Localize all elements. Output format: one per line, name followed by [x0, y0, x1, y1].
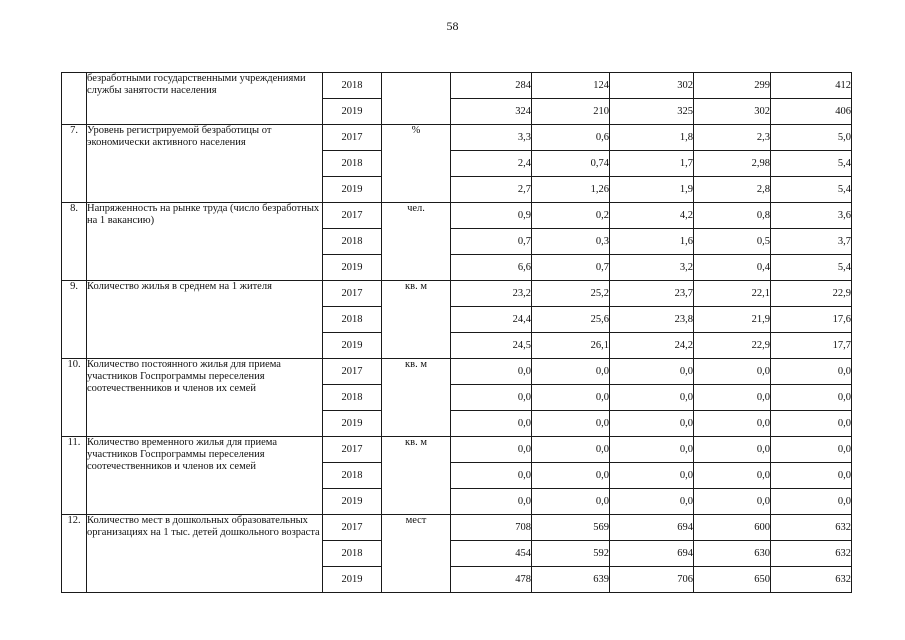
year-cell: 2018: [323, 385, 382, 411]
value-cell: 406: [771, 99, 852, 125]
value-cell: 2,4: [451, 151, 532, 177]
value-cell: 0,0: [610, 385, 694, 411]
value-cell: 5,4: [771, 151, 852, 177]
value-cell: 412: [771, 73, 852, 99]
value-cell: 0,0: [451, 385, 532, 411]
value-cell: 0,0: [771, 359, 852, 385]
year-cell: 2019: [323, 411, 382, 437]
value-cell: 22,9: [694, 333, 771, 359]
indicator-name: Уровень регистрируемой безработицы от экономически активного населения: [87, 125, 323, 203]
year-cell: 2019: [323, 99, 382, 125]
value-cell: 0,0: [771, 385, 852, 411]
value-cell: 3,6: [771, 203, 852, 229]
value-cell: 124: [532, 73, 610, 99]
value-cell: 0,0: [610, 411, 694, 437]
value-cell: 0,2: [532, 203, 610, 229]
value-cell: 24,4: [451, 307, 532, 333]
row-number: 8.: [62, 203, 87, 281]
value-cell: 302: [610, 73, 694, 99]
table-row: [62, 437, 852, 463]
value-cell: 24,2: [610, 333, 694, 359]
value-cell: 600: [694, 515, 771, 541]
value-cell: 0,5: [694, 229, 771, 255]
value-cell: 478: [451, 567, 532, 593]
value-cell: 0,7: [451, 229, 532, 255]
value-cell: 0,0: [771, 489, 852, 515]
value-cell: 0,3: [532, 229, 610, 255]
value-cell: 0,0: [610, 463, 694, 489]
row-number: 9.: [62, 281, 87, 359]
value-cell: 0,0: [694, 385, 771, 411]
value-cell: 25,2: [532, 281, 610, 307]
value-cell: 0,0: [771, 437, 852, 463]
table-row: [62, 125, 852, 151]
indicators-table: [61, 72, 852, 593]
value-cell: 2,7: [451, 177, 532, 203]
table-row: [62, 73, 852, 99]
indicator-name: Напряженность на рынке труда (число безработных на 1 вакансию): [87, 203, 323, 281]
year-cell: 2018: [323, 541, 382, 567]
value-cell: 284: [451, 73, 532, 99]
value-cell: 569: [532, 515, 610, 541]
unit-cell: чел.: [382, 203, 451, 281]
unit-cell: кв. м: [382, 359, 451, 437]
value-cell: 1,8: [610, 125, 694, 151]
value-cell: 3,2: [610, 255, 694, 281]
table-row: [62, 359, 852, 385]
unit-cell: %: [382, 125, 451, 203]
value-cell: 0,0: [451, 411, 532, 437]
row-number: 10.: [62, 359, 87, 437]
value-cell: 25,6: [532, 307, 610, 333]
indicator-name: безработными государственными учреждениями службы занятости населения: [87, 73, 323, 125]
table-row: [62, 515, 852, 541]
value-cell: 1,6: [610, 229, 694, 255]
value-cell: 5,0: [771, 125, 852, 151]
year-cell: 2019: [323, 255, 382, 281]
value-cell: 0,9: [451, 203, 532, 229]
unit-cell: [382, 73, 451, 125]
value-cell: 21,9: [694, 307, 771, 333]
value-cell: 23,8: [610, 307, 694, 333]
value-cell: 694: [610, 541, 694, 567]
unit-cell: мест: [382, 515, 451, 593]
value-cell: 0,0: [610, 359, 694, 385]
value-cell: 3,7: [771, 229, 852, 255]
value-cell: 302: [694, 99, 771, 125]
value-cell: 0,7: [532, 255, 610, 281]
year-cell: 2018: [323, 307, 382, 333]
value-cell: 0,74: [532, 151, 610, 177]
value-cell: 17,6: [771, 307, 852, 333]
value-cell: 6,6: [451, 255, 532, 281]
value-cell: 0,0: [532, 411, 610, 437]
row-number: 12.: [62, 515, 87, 593]
value-cell: 0,0: [532, 437, 610, 463]
value-cell: 1,7: [610, 151, 694, 177]
value-cell: 2,3: [694, 125, 771, 151]
value-cell: 0,6: [532, 125, 610, 151]
year-cell: 2019: [323, 177, 382, 203]
value-cell: 5,4: [771, 255, 852, 281]
value-cell: 2,8: [694, 177, 771, 203]
row-number: 7.: [62, 125, 87, 203]
value-cell: 23,2: [451, 281, 532, 307]
year-cell: 2017: [323, 281, 382, 307]
value-cell: 0,0: [532, 359, 610, 385]
table-row: [62, 281, 852, 307]
value-cell: 630: [694, 541, 771, 567]
row-number: [62, 73, 87, 125]
value-cell: 0,8: [694, 203, 771, 229]
year-cell: 2017: [323, 125, 382, 151]
value-cell: 708: [451, 515, 532, 541]
value-cell: 1,9: [610, 177, 694, 203]
value-cell: 0,0: [451, 437, 532, 463]
value-cell: 0,0: [451, 489, 532, 515]
year-cell: 2018: [323, 463, 382, 489]
value-cell: 0,0: [451, 463, 532, 489]
indicator-name: Количество жилья в среднем на 1 жителя: [87, 281, 323, 359]
value-cell: 0,0: [694, 437, 771, 463]
value-cell: 639: [532, 567, 610, 593]
value-cell: 26,1: [532, 333, 610, 359]
indicator-name: Количество временного жилья для приема участников Госпрограммы переселения соотечественников и членов их семей: [87, 437, 323, 515]
value-cell: 0,0: [694, 463, 771, 489]
year-cell: 2017: [323, 203, 382, 229]
unit-cell: кв. м: [382, 281, 451, 359]
value-cell: 0,0: [610, 489, 694, 515]
year-cell: 2017: [323, 359, 382, 385]
value-cell: 0,0: [532, 385, 610, 411]
value-cell: 0,0: [532, 489, 610, 515]
value-cell: 0,0: [771, 411, 852, 437]
year-cell: 2017: [323, 515, 382, 541]
page-number: 58: [446, 19, 459, 33]
table-row: [62, 203, 852, 229]
value-cell: 632: [771, 541, 852, 567]
year-cell: 2018: [323, 151, 382, 177]
value-cell: 4,2: [610, 203, 694, 229]
value-cell: 2,98: [694, 151, 771, 177]
value-cell: 0,0: [610, 437, 694, 463]
value-cell: 694: [610, 515, 694, 541]
value-cell: 325: [610, 99, 694, 125]
value-cell: 706: [610, 567, 694, 593]
value-cell: 0,0: [694, 411, 771, 437]
value-cell: 22,9: [771, 281, 852, 307]
indicator-name: Количество мест в дошкольных образовательных организациях на 1 тыс. детей дошкольного возраста: [87, 515, 323, 593]
value-cell: 650: [694, 567, 771, 593]
value-cell: 17,7: [771, 333, 852, 359]
value-cell: 0,0: [532, 463, 610, 489]
value-cell: 0,0: [694, 359, 771, 385]
unit-cell: кв. м: [382, 437, 451, 515]
year-cell: 2019: [323, 567, 382, 593]
value-cell: 210: [532, 99, 610, 125]
year-cell: 2018: [323, 229, 382, 255]
year-cell: 2017: [323, 437, 382, 463]
table-body: [62, 73, 852, 593]
value-cell: 0,0: [771, 463, 852, 489]
year-cell: 2019: [323, 489, 382, 515]
value-cell: 1,26: [532, 177, 610, 203]
year-cell: 2019: [323, 333, 382, 359]
row-number: 11.: [62, 437, 87, 515]
value-cell: 22,1: [694, 281, 771, 307]
value-cell: 592: [532, 541, 610, 567]
value-cell: 632: [771, 567, 852, 593]
year-cell: 2018: [323, 73, 382, 99]
value-cell: 632: [771, 515, 852, 541]
value-cell: 0,0: [694, 489, 771, 515]
value-cell: 5,4: [771, 177, 852, 203]
value-cell: 0,4: [694, 255, 771, 281]
value-cell: 23,7: [610, 281, 694, 307]
value-cell: 0,0: [451, 359, 532, 385]
value-cell: 3,3: [451, 125, 532, 151]
value-cell: 299: [694, 73, 771, 99]
indicator-name: Количество постоянного жилья для приема участников Госпрограммы переселения соотечественников и членов их семей: [87, 359, 323, 437]
value-cell: 454: [451, 541, 532, 567]
value-cell: 324: [451, 99, 532, 125]
value-cell: 24,5: [451, 333, 532, 359]
